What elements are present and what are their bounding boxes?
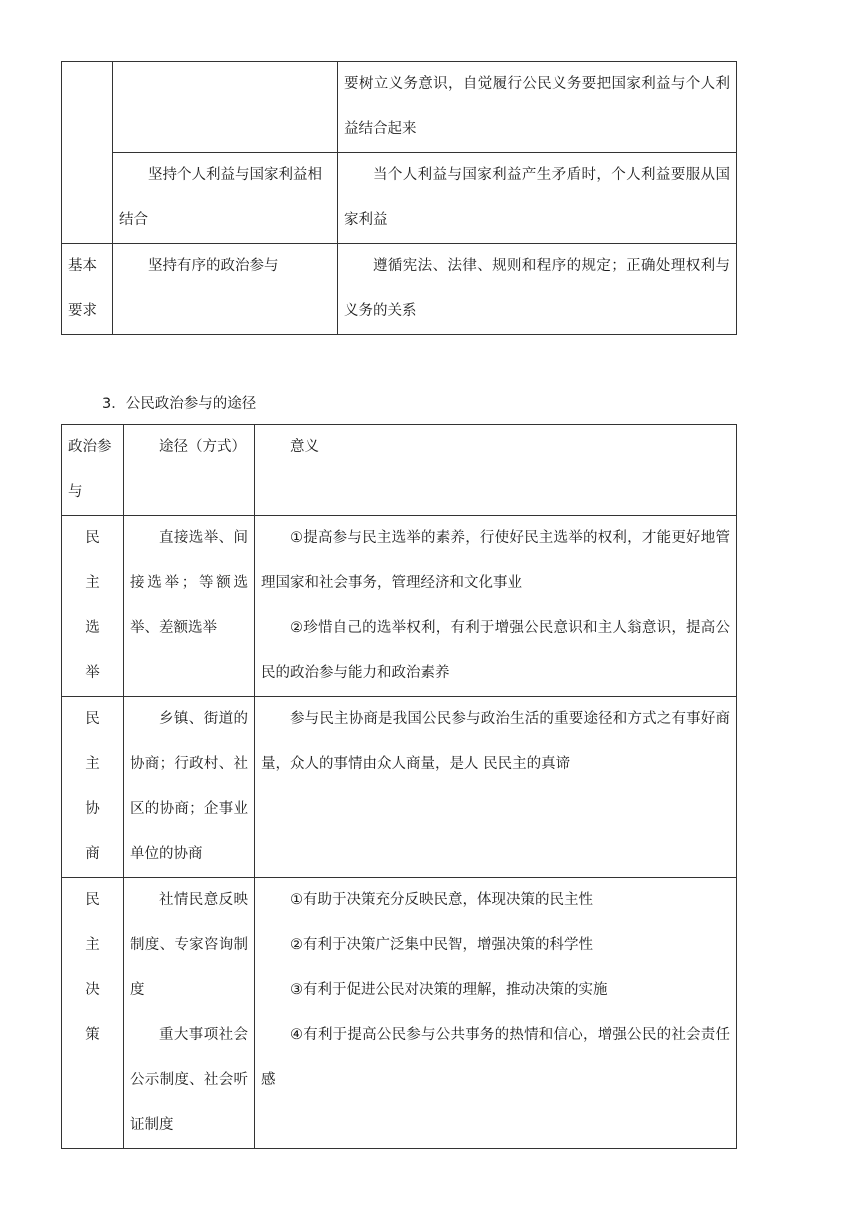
- category-cell: 民 主 决 策: [62, 878, 124, 1149]
- section-heading: 3．公民政治参与的途径: [102, 396, 257, 412]
- table-row: [62, 878, 737, 1149]
- table-row: [62, 153, 737, 244]
- table-cell: 当个人利益与国家利益产生矛盾时，个人利益要服从国家利益: [338, 153, 737, 244]
- table-cell-empty: [62, 62, 113, 244]
- table-header-row: [62, 425, 737, 516]
- table-cell: 遵循宪法、法律、规则和程序的规定；正确处理权利与义务的关系: [338, 244, 737, 335]
- meaning-cell: ①提高参与民主选举的素养，行使好民主选举的权利，才能更好地管理国家和社会事务，管理经济和文化事业 ②珍惜自己的选举权利，有利于增强公民意识和主人翁意识，提高公民的政治参与能力和政治素养: [255, 516, 737, 697]
- participation-table: [61, 424, 737, 1149]
- header-cell: 途径（方式）: [124, 425, 255, 516]
- meaning-cell: ①有助于决策充分反映民意，体现决策的民主性 ②有利于决策广泛集中民智，增强决策的科学性 ③有利于促进公民对决策的理解，推动决策的实施 ④有利于提高公民参与公共事务的热情和信心，增强公民的社会责任感: [255, 878, 737, 1149]
- header-cell: 政治参与: [62, 425, 124, 516]
- ways-cell: 直接选举、间接选举；等额选举、差额选举: [124, 516, 255, 697]
- table-row: [62, 516, 737, 697]
- ways-cell: 乡镇、街道的协商；行政村、社区的协商；企事业单位的协商: [124, 697, 255, 878]
- meaning-cell: 参与民主协商是我国公民参与政治生活的重要途径和方式之有事好商量，众人的事情由众人商量，是人 民民主的真谛: [255, 697, 737, 878]
- table-row: [62, 62, 737, 153]
- table-cell-label: 基本要求: [62, 244, 113, 335]
- table-cell: 要树立义务意识，自觉履行公民义务要把国家利益与个人利益结合起来: [338, 62, 737, 153]
- table-cell: 坚持有序的政治参与: [113, 244, 338, 335]
- table-cell-empty: [113, 62, 338, 153]
- category-cell: 民 主 协 商: [62, 697, 124, 878]
- requirements-table: [61, 61, 737, 335]
- table-cell: 坚持个人利益与国家利益相结合: [113, 153, 338, 244]
- category-cell: 民 主 选 举: [62, 516, 124, 697]
- header-cell: 意义: [255, 425, 737, 516]
- ways-cell: 社情民意反映制度、专家咨询制度 重大事项社会公示制度、社会听证制度: [124, 878, 255, 1149]
- table-row: [62, 697, 737, 878]
- table-row: [62, 244, 737, 335]
